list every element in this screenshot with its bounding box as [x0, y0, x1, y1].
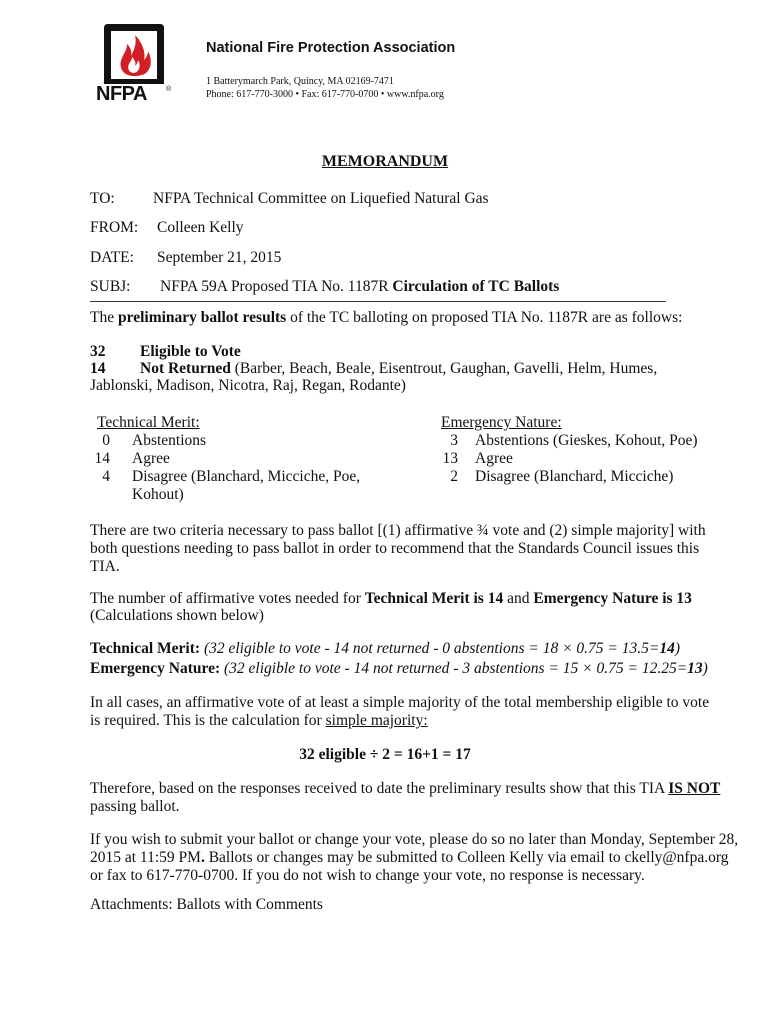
en-calc-text: (32 eligible to vote - 14 not returned - 3 abstentions = 15 × 0.75 = 12.25=: [220, 660, 688, 677]
majority-line-2-underlined: simple majority:: [325, 712, 428, 729]
subject-value: [160, 278, 559, 296]
registered-mark: ®: [166, 86, 172, 93]
from-label: FROM:: [90, 219, 139, 236]
tm-calc-result: 14: [659, 640, 675, 657]
en-agree-label: Agree: [475, 450, 513, 467]
tm-calc-close: ): [674, 640, 681, 657]
memo-title: MEMORANDUM: [321, 153, 449, 170]
votes-needed-line: [90, 590, 692, 608]
intro-bold: preliminary ballot results: [117, 309, 287, 326]
en-disagree-label: Disagree (Blanchard, Micciche): [475, 468, 674, 485]
date-value: September 21, 2015: [157, 249, 282, 266]
votes-needed-tm: Technical Merit is 14: [364, 590, 504, 607]
not-returned-label: Not Returned: [140, 360, 231, 377]
instructions-line-2: [90, 849, 728, 867]
tm-calculation: [90, 640, 680, 658]
conclusion-pre: Therefore, based on the responses received to date the preliminary results show that this TIA: [90, 780, 669, 797]
header-divider: [90, 301, 666, 302]
not-returned-names-1: (Barber, Beach, Beale, Eisentrout, Gaughan, Gavelli, Helm, Humes,: [230, 360, 658, 377]
majority-line-1: In all cases, an affirmative vote of at least a simple majority of the total membership eligible to vote: [90, 694, 710, 711]
en-abstentions-label: Abstentions (Gieskes, Kohout, Poe): [475, 432, 698, 449]
criteria-line-3: TIA.: [90, 558, 120, 575]
majority-line-2-pre: is required. This is the calculation for: [90, 712, 326, 729]
votes-needed-en: Emergency Nature is 13: [533, 590, 692, 607]
en-calc-result: 13: [687, 660, 703, 677]
intro-pre: The: [90, 309, 118, 326]
tm-abstentions-label: Abstentions: [132, 432, 207, 449]
tm-disagree-label: Disagree (Blanchard, Micciche, Poe,: [132, 468, 361, 485]
to-value: NFPA Technical Committee on Liquefied Natural Gas: [153, 190, 489, 207]
subject-bold-text: Circulation of TC Ballots: [392, 278, 560, 295]
conclusion-line-1: [90, 780, 720, 798]
votes-needed-pre: The number of affirmative votes needed for: [90, 590, 365, 607]
not-returned-line: [140, 360, 657, 378]
en-disagree-count: 2: [450, 468, 458, 485]
not-returned-names-2: Jablonski, Madison, Nicotra, Raj, Regan, Rodante): [90, 377, 406, 394]
nfpa-logo: [94, 20, 174, 106]
instructions-deadline: 2015 at 11:59 PM: [90, 849, 201, 866]
tm-disagree-continuation: Kohout): [132, 486, 184, 503]
org-name: National Fire Protection Association: [206, 40, 456, 56]
date-label: DATE:: [90, 249, 134, 266]
intro-line: [90, 309, 682, 327]
en-agree-count: 13: [442, 450, 458, 467]
eligible-count: 32: [90, 343, 106, 360]
en-calc-close: ): [702, 660, 708, 677]
tm-agree-count: 14: [94, 450, 110, 467]
tm-disagree-count: 4: [102, 468, 110, 485]
org-contact: Phone: 617-770-3000 • Fax: 617-770-0700 • www.nfpa.org: [206, 89, 444, 100]
tm-agree-label: Agree: [132, 450, 170, 467]
emergency-nature-heading: Emergency Nature:: [441, 414, 562, 431]
instructions-period: .: [200, 849, 205, 866]
votes-needed-line-2: (Calculations shown below): [90, 607, 264, 624]
logo-wordmark: NFPA: [96, 83, 147, 105]
subject-text: NFPA 59A Proposed TIA No. 1187R: [160, 278, 393, 295]
criteria-line-2: both questions needing to pass ballot in order to recommend that the Standards Council issues this: [90, 540, 700, 557]
tm-abstentions-count: 0: [102, 432, 110, 449]
majority-formula: 32 eligible ÷ 2 = 16+1 = 17: [299, 746, 471, 763]
org-address: 1 Batterymarch Park, Quincy, MA 02169-7471: [206, 76, 394, 87]
instructions-line-3: or fax to 617-770-0700. If you do not wish to change your vote, no response is necessary.: [90, 867, 645, 884]
tm-calc-text: (32 eligible to vote - 14 not returned - 0 abstentions = 18 × 0.75 = 13.5=: [200, 640, 660, 657]
en-calculation: [90, 660, 708, 678]
instructions-email: Ballots or changes may be submitted to Colleen Kelly via email to ckelly@nfpa.org: [204, 849, 729, 866]
majority-line-2: [90, 712, 428, 730]
votes-needed-mid: and: [503, 590, 534, 607]
attachments-line: Attachments: Ballots with Comments: [90, 896, 323, 913]
subject-label: SUBJ:: [90, 278, 131, 295]
eligible-label: Eligible to Vote: [140, 343, 241, 360]
conclusion-line-2: passing ballot.: [90, 798, 180, 815]
tm-calc-label: Technical Merit:: [90, 640, 201, 657]
en-abstentions-count: 3: [450, 432, 458, 449]
from-value: Colleen Kelly: [157, 219, 244, 236]
to-label: TO:: [90, 190, 115, 207]
criteria-line-1: There are two criteria necessary to pass ballot [(1) affirmative ¾ vote and (2) simple majority] with: [90, 522, 706, 539]
instructions-line-1: If you wish to submit your ballot or change your vote, please do so no later than Monday, September 28,: [90, 831, 739, 848]
en-calc-label: Emergency Nature:: [90, 660, 221, 677]
conclusion-is-not: IS NOT: [668, 780, 721, 797]
technical-merit-heading: Technical Merit:: [97, 414, 200, 431]
not-returned-count: 14: [90, 360, 106, 377]
intro-post: of the TC balloting on proposed TIA No. 1187R are as follows:: [286, 309, 683, 326]
